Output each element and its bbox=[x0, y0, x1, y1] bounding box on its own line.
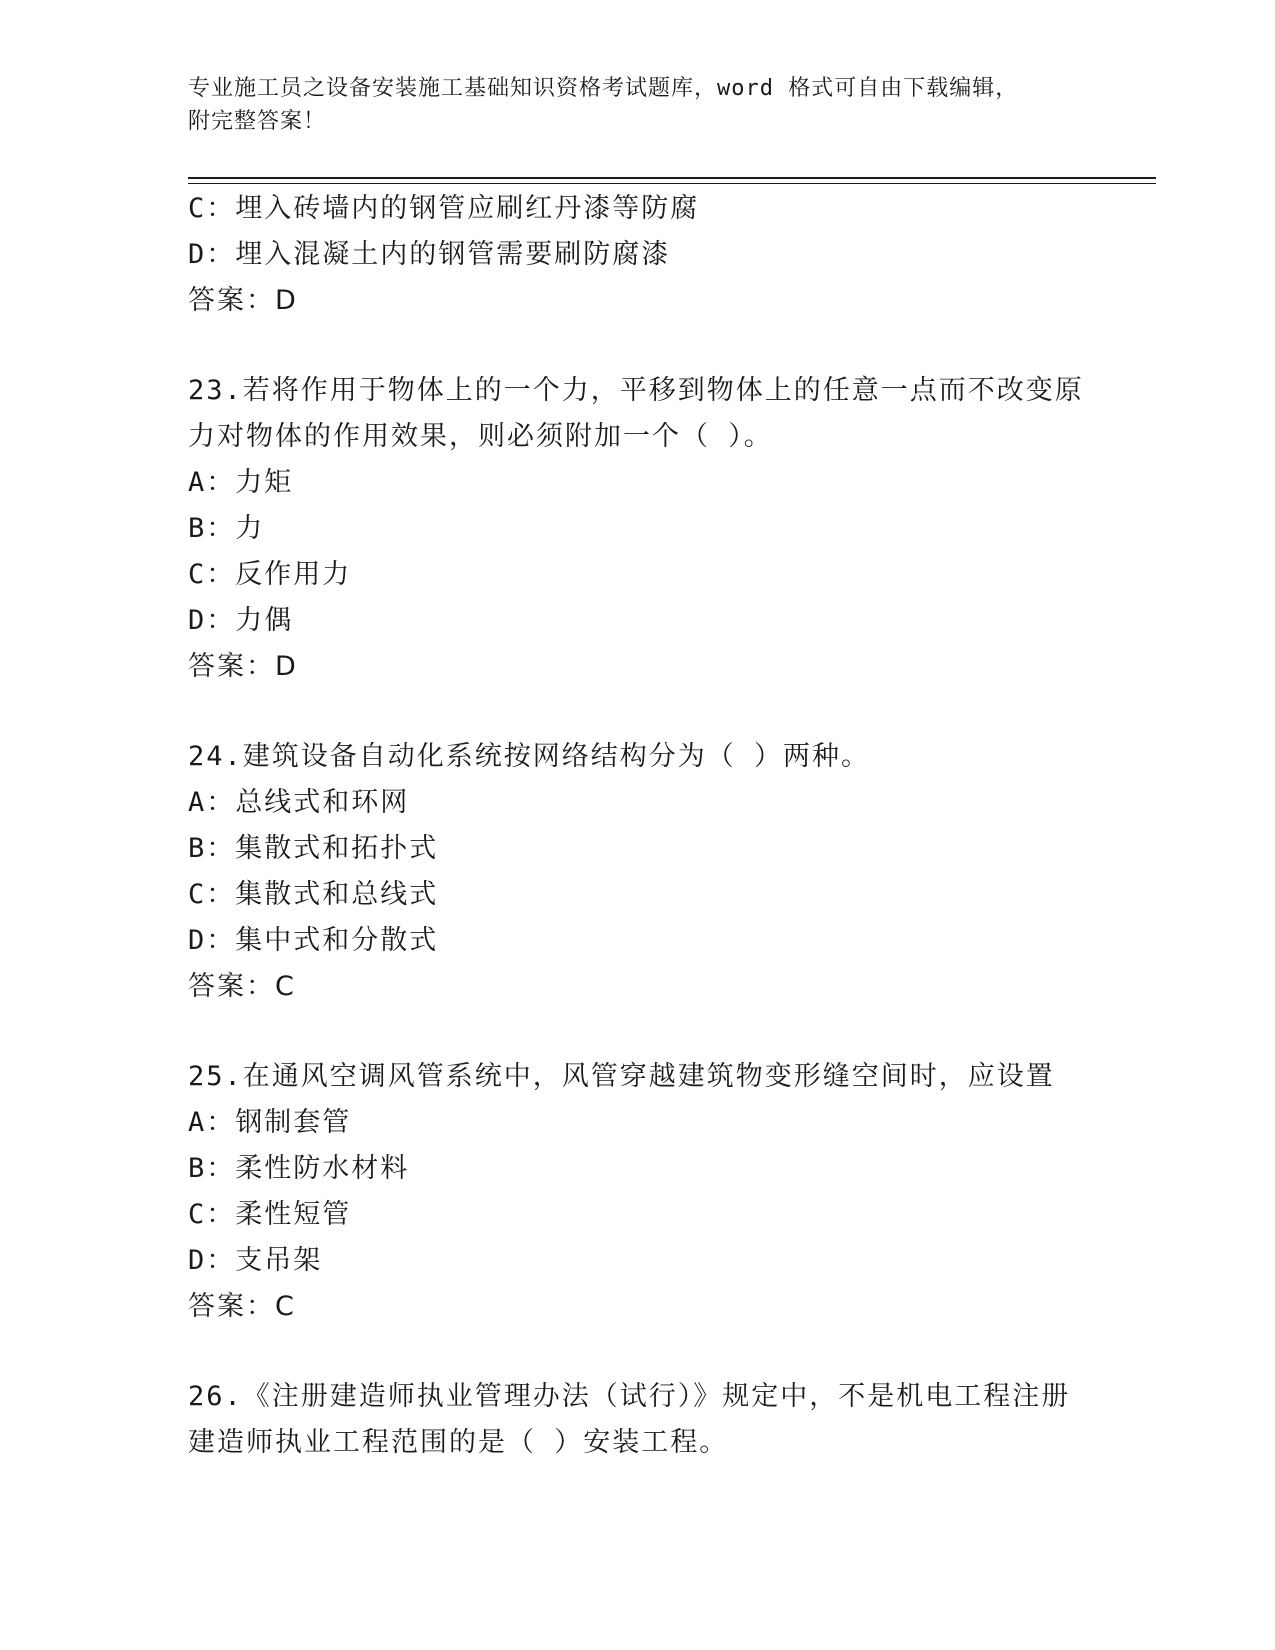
page-header bbox=[188, 72, 1088, 138]
question-text-line-2: 力对物体的作用效果，则必须附加一个（ ）。 bbox=[188, 421, 773, 452]
option-d: D：集中式和分散式 bbox=[188, 925, 439, 956]
question-text-line-2: 建造师执业工程范围的是（ ）安装工程。 bbox=[188, 1427, 729, 1458]
question-block-22 bbox=[188, 186, 1188, 324]
question-block-23 bbox=[188, 368, 1188, 690]
option-c: C：柔性短管 bbox=[188, 1199, 352, 1230]
question-text-line-1: 23.若将作用于物体上的一个力，平移到物体上的任意一点而不改变原 bbox=[188, 375, 1084, 406]
answer-line: 答案：C bbox=[188, 1291, 296, 1322]
block-gap bbox=[188, 690, 1188, 734]
option-c: C：埋入砖墙内的钢管应刷红丹漆等防腐 bbox=[188, 193, 700, 224]
header-title-line-2: 附完整答案！ bbox=[188, 109, 327, 134]
question-block-25 bbox=[188, 1054, 1188, 1330]
question-content bbox=[188, 186, 1188, 1466]
question-text-line-1: 24.建筑设备自动化系统按网络结构分为（ ）两种。 bbox=[188, 741, 871, 772]
question-text-line-1: 25.在通风空调风管系统中，风管穿越建筑物变形缝空间时，应设置 bbox=[188, 1061, 1055, 1092]
question-block-26 bbox=[188, 1374, 1188, 1466]
option-c: C：反作用力 bbox=[188, 559, 352, 590]
option-a: A：总线式和环网 bbox=[188, 787, 410, 818]
answer-line: 答案：C bbox=[188, 971, 296, 1002]
block-gap bbox=[188, 324, 1188, 368]
header-divider-thin bbox=[188, 183, 1156, 184]
option-d: D：力偶 bbox=[188, 605, 294, 636]
option-a: A：力矩 bbox=[188, 467, 294, 498]
answer-line: 答案：D bbox=[188, 285, 298, 316]
option-a: A：钢制套管 bbox=[188, 1107, 352, 1138]
option-c: C：集散式和总线式 bbox=[188, 879, 439, 910]
question-block-24 bbox=[188, 734, 1188, 1010]
block-gap bbox=[188, 1330, 1188, 1374]
option-b: B：柔性防水材料 bbox=[188, 1153, 410, 1184]
header-divider-thick bbox=[188, 177, 1156, 179]
question-text-line-1: 26.《注册建造师执业管理办法（试行）》规定中，不是机电工程注册 bbox=[188, 1381, 1071, 1412]
block-gap bbox=[188, 1010, 1188, 1054]
option-b: B：集散式和拓扑式 bbox=[188, 833, 439, 864]
answer-line: 答案：D bbox=[188, 651, 298, 682]
option-d: D：埋入混凝土内的钢管需要刷防腐漆 bbox=[188, 239, 671, 270]
header-title-line-1: 专业施工员之设备安装施工基础知识资格考试题库，word 格式可自由下载编辑， bbox=[188, 76, 1019, 101]
option-d: D：支吊架 bbox=[188, 1245, 323, 1276]
option-b: B：力 bbox=[188, 513, 265, 544]
